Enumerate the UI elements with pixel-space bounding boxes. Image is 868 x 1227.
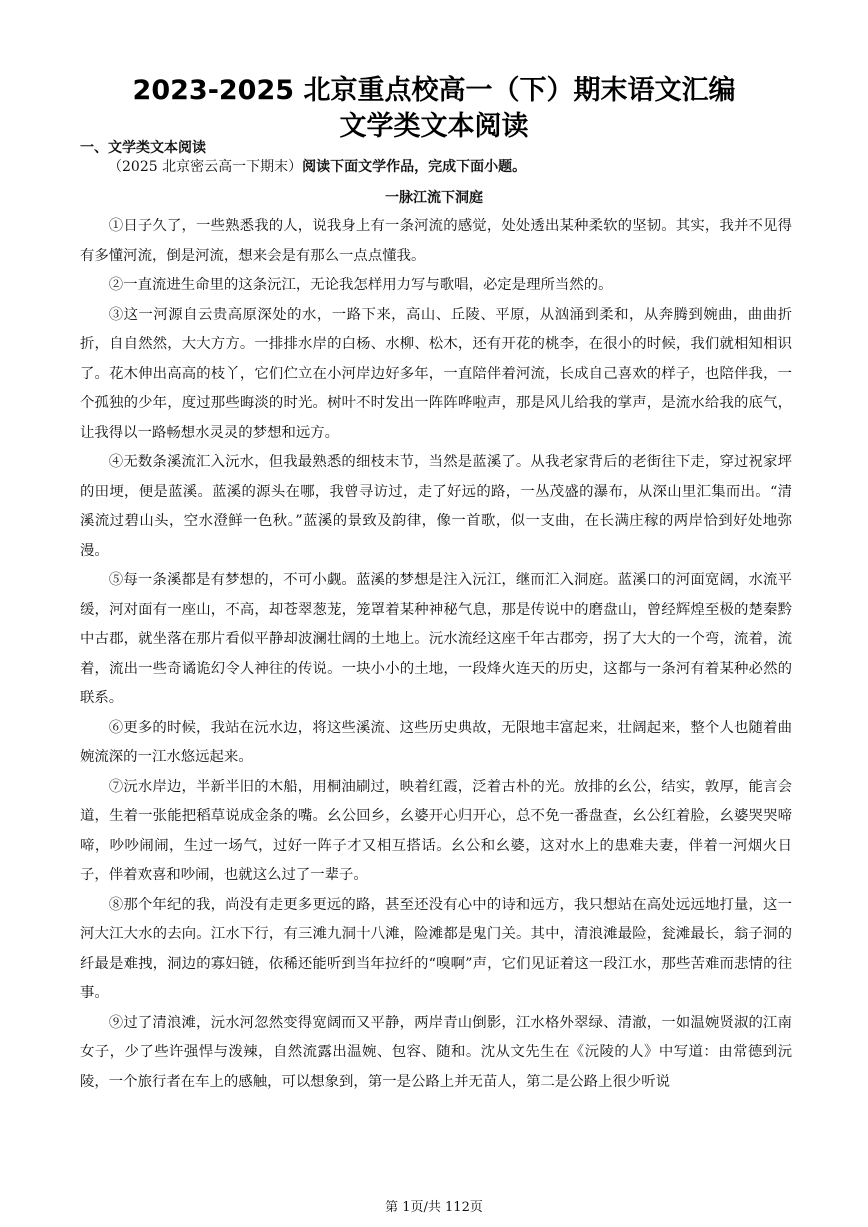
essay-paragraph: ⑦沅水岸边，半新半旧的木船，用桐油刷过，映着红霞，泛着古朴的光。放排的幺公，结实，敦厚，能言会道，生着一张能把稻草说成金条的嘴。幺公回乡，幺婆开心归开心，总不免一番盘查，幺公红着脸，幺婆哭哭啼啼，吵吵闹闹，生过一场气，过好一阵子才又相互搭话。幺公和幺婆，这对水上的患难夫妻，伴着一河烟火日子，伴着欢喜和吵闹，也就这么过了一辈子。 — [80, 778, 792, 883]
essay-paragraph: ⑨过了清浪滩，沅水河忽然变得宽阔而又平静，两岸青山倒影，江水格外翠绿、清澈，一如温婉贤淑的江南女子，少了些许强悍与泼辣，自然流露出温婉、包容、随和。沈从文先生在《沅陵的人》中写道：由常德到沅陵，一个旅行者在车上的感触，可以想象到，第一是公路上并无苗人，第二是公路上很少听说 — [80, 1014, 792, 1090]
document-subtitle: 文学类文本阅读 — [339, 111, 529, 142]
essay-paragraph: ③这一河源自云贵高原深处的水，一路下来，高山、丘陵、平原，从汹涌到柔和，从奔腾到婉曲，曲曲折折，自自然然，大大方方。一排排水岸的白杨、水柳、松木，还有开花的桃李，在很小的时候，我们就相知相识了。花木伸出高高的枝丫，它们伫立在小河岸边好多年，一直陪伴着河流，长成自己喜欢的样子，也陪伴我，一个孤独的少年，度过那些晦淡的时光。树叶不时发出一阵阵哗啦声，那是风儿给我的掌声，是流水给我的底气，让我得以一路畅想水灵灵的梦想和远方。 — [80, 306, 792, 441]
question-instruction: 阅读下面文学作品，完成下面小题。 — [302, 159, 527, 175]
question-source: （2025 北京密云高一下期末） — [108, 159, 303, 175]
essay-paragraph: ⑤每一条溪都是有梦想的，不可小觑。蓝溪的梦想是注入沅江，继而汇入洞庭。蓝溪口的河面宽阔，水流平缓，河对面有一座山，不高，却苍翠葱茏，笼罩着某种神秘气息，那是传说中的磨盘山，曾经辉煌至极的楚秦黔中古郡，就坐落在那片看似平静却波澜壮阔的土地上。沅水流经这座千年古郡旁，拐了大大的一个弯，流着，流着，流出一些奇谲诡幻令人神往的传说。一块小小的土地，一段烽火连天的历史，这都与一条河有着某种必然的联系。 — [80, 572, 792, 706]
essay-body — [80, 212, 792, 1097]
essay-paragraph: ⑧那个年纪的我，尚没有走更多更远的路，甚至还没有心中的诗和远方，我只想站在高处远远地打量，这一河大江大水的去向。江水下行，有三滩九洞十八滩，险滩都是鬼门关。其中，清浪滩最险，瓮滩最长，翁子洞的纤最是难拽，洞边的寡妇链，依稀还能听到当年拉纤的“嗅啊”声，它们见证着这一段江水，那些苦难而悲情的往事。 — [80, 896, 792, 1001]
section-heading: 一、文学类文本阅读 — [80, 140, 206, 156]
essay-paragraph: ②一直流进生命里的这条沅江，无论我怎样用力写与歌唱，必定是理所当然的。 — [108, 277, 613, 293]
essay-paragraph: ①日子久了，一些熟悉我的人，说我身上有一条河流的感觉，处处透出某种柔软的坚韧。其实，我并不见得有多懂河流，倒是河流，想来会是有那么一点点懂我。 — [80, 218, 792, 264]
question-intro — [108, 156, 526, 176]
essay-paragraph: ④无数条溪流汇入沅水，但我最熟悉的细枝末节，当然是蓝溪了。从我老家背后的老街往下走，穿过祝家坪的田埂，便是蓝溪。蓝溪的源头在哪，我曾寻访过，走了好远的路，一丛茂盛的瀑布，从深山里汇集而出。“清溪流过碧山头，空水澄鲜一色秋。”蓝溪的景致及韵律，像一首歌，似一支曲，在长满庄稼的两岸恰到好处地弥漫。 — [80, 454, 792, 559]
essay-title: 一脉江流下洞庭 — [385, 190, 483, 206]
document-title: 2023-2025 北京重点校高一（下）期末语文汇编 — [132, 75, 736, 106]
page-number-footer: 第 1页/共 112页 — [385, 1200, 483, 1215]
essay-paragraph: ⑥更多的时候，我站在沅水边，将这些溪流、这些历史典故，无限地丰富起来，壮阔起来，整个人也随着曲婉流深的一江水悠远起来。 — [80, 719, 792, 765]
